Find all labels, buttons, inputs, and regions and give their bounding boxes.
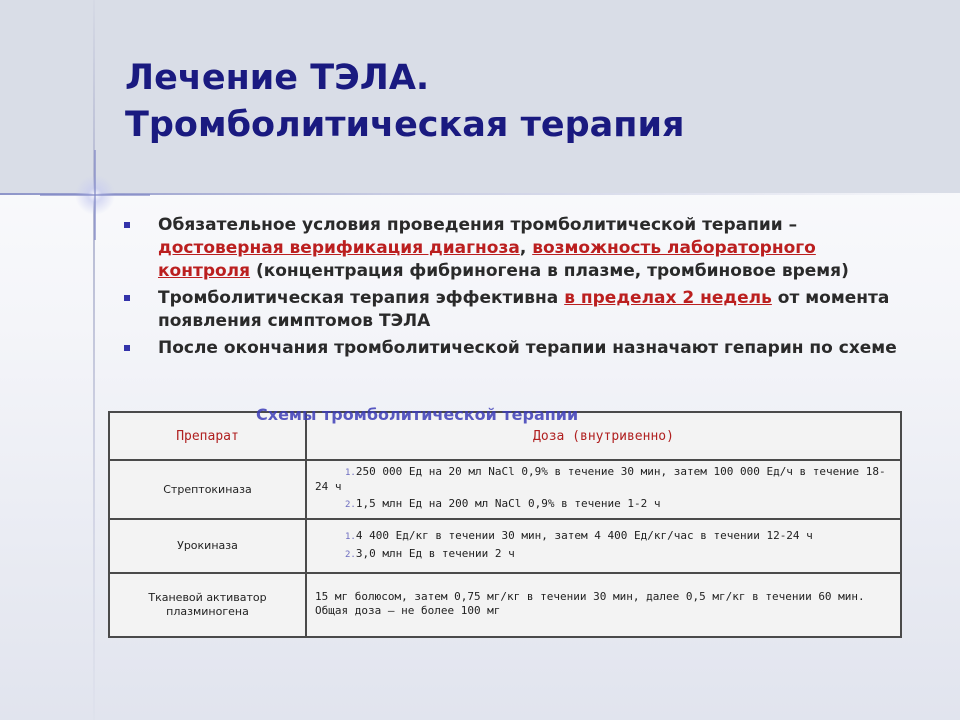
- dose-cell: [306, 573, 901, 637]
- dose-text: 4 400 Ед/кг в течении 30 мин, затем 4 400 Ед/кг/час в течении 12-24 ч: [355, 528, 813, 542]
- dose-item: [315, 590, 892, 618]
- bullet-text: Тромболитическая терапия эффективна: [158, 288, 565, 308]
- vertical-accent-line: [93, 0, 95, 720]
- bullet-text: от момента появления симптомов ТЭЛА: [158, 288, 890, 331]
- dose-item: [315, 465, 892, 494]
- dose-number: 1.: [345, 468, 356, 478]
- square-bullet-icon: [124, 295, 130, 301]
- dose-text: 3,0 млн Ед в течении 2 ч: [355, 546, 515, 560]
- table-caption: Схемы тромболитической терапии: [256, 405, 579, 424]
- title-line-2: Тромболитическая терапия: [125, 105, 685, 145]
- dose-text: 1,5 млн Ед на 200 мл NaCl 0,9% в течение 1-2 ч: [355, 497, 661, 510]
- dose-cell: [306, 519, 901, 573]
- table-row: [109, 460, 901, 519]
- dose-number: 2.: [345, 549, 356, 560]
- table-row: [109, 519, 901, 573]
- dose-cell: [306, 460, 901, 519]
- dose-number: 2.: [345, 500, 356, 510]
- bullet-highlight: в пределах 2 недель: [564, 288, 772, 308]
- bullet-highlight: достоверная верификация диагноза: [158, 238, 520, 258]
- bullet-highlight: возможность лабораторного контроля: [158, 238, 816, 281]
- bullet-text: После окончания тромболитической терапии назначают гепарин по схеме: [158, 338, 897, 358]
- bullet-item: [122, 287, 902, 333]
- bullet-item: [122, 337, 902, 360]
- slide-title: [125, 55, 684, 149]
- bullet-list: [122, 214, 902, 364]
- dose-item: [315, 529, 892, 544]
- dose-item: [315, 547, 892, 562]
- dose-text: 250 000 Ед на 20 мл NaCl 0,9% в течение 30 мин, затем 100 000 Ед/ч в течение 18-24 ч: [315, 465, 886, 493]
- title-line-1: Лечение ТЭЛА.: [125, 58, 430, 98]
- header-drug: Препарат: [109, 412, 306, 460]
- bullet-text: (концентрация фибриногена в плазме, тромбиновое время): [250, 261, 849, 281]
- drug-name: Урокиназа: [109, 519, 306, 573]
- drug-name: Стрептокиназа: [109, 460, 306, 519]
- dose-item: [315, 497, 892, 512]
- table-row: [109, 573, 901, 637]
- dose-text: 15 мг болюсом, затем 0,75 мг/кг в течении 30 мин, далее 0,5 мг/кг в течении 60 мин. Общая доза – не более 100 мг: [315, 590, 865, 617]
- square-bullet-icon: [124, 222, 130, 228]
- square-bullet-icon: [124, 345, 130, 351]
- thrombolytic-schemes-table: [108, 411, 902, 638]
- bullet-text: ,: [519, 238, 533, 258]
- bullet-item: [122, 214, 902, 283]
- drug-name: Тканевой активатор плазминогена: [109, 573, 306, 637]
- bullet-text: Обязательное условия проведения тромболитической терапии –: [158, 215, 798, 235]
- dose-number: 1.: [345, 531, 356, 542]
- header-dose: Доза (внутривенно): [306, 412, 901, 460]
